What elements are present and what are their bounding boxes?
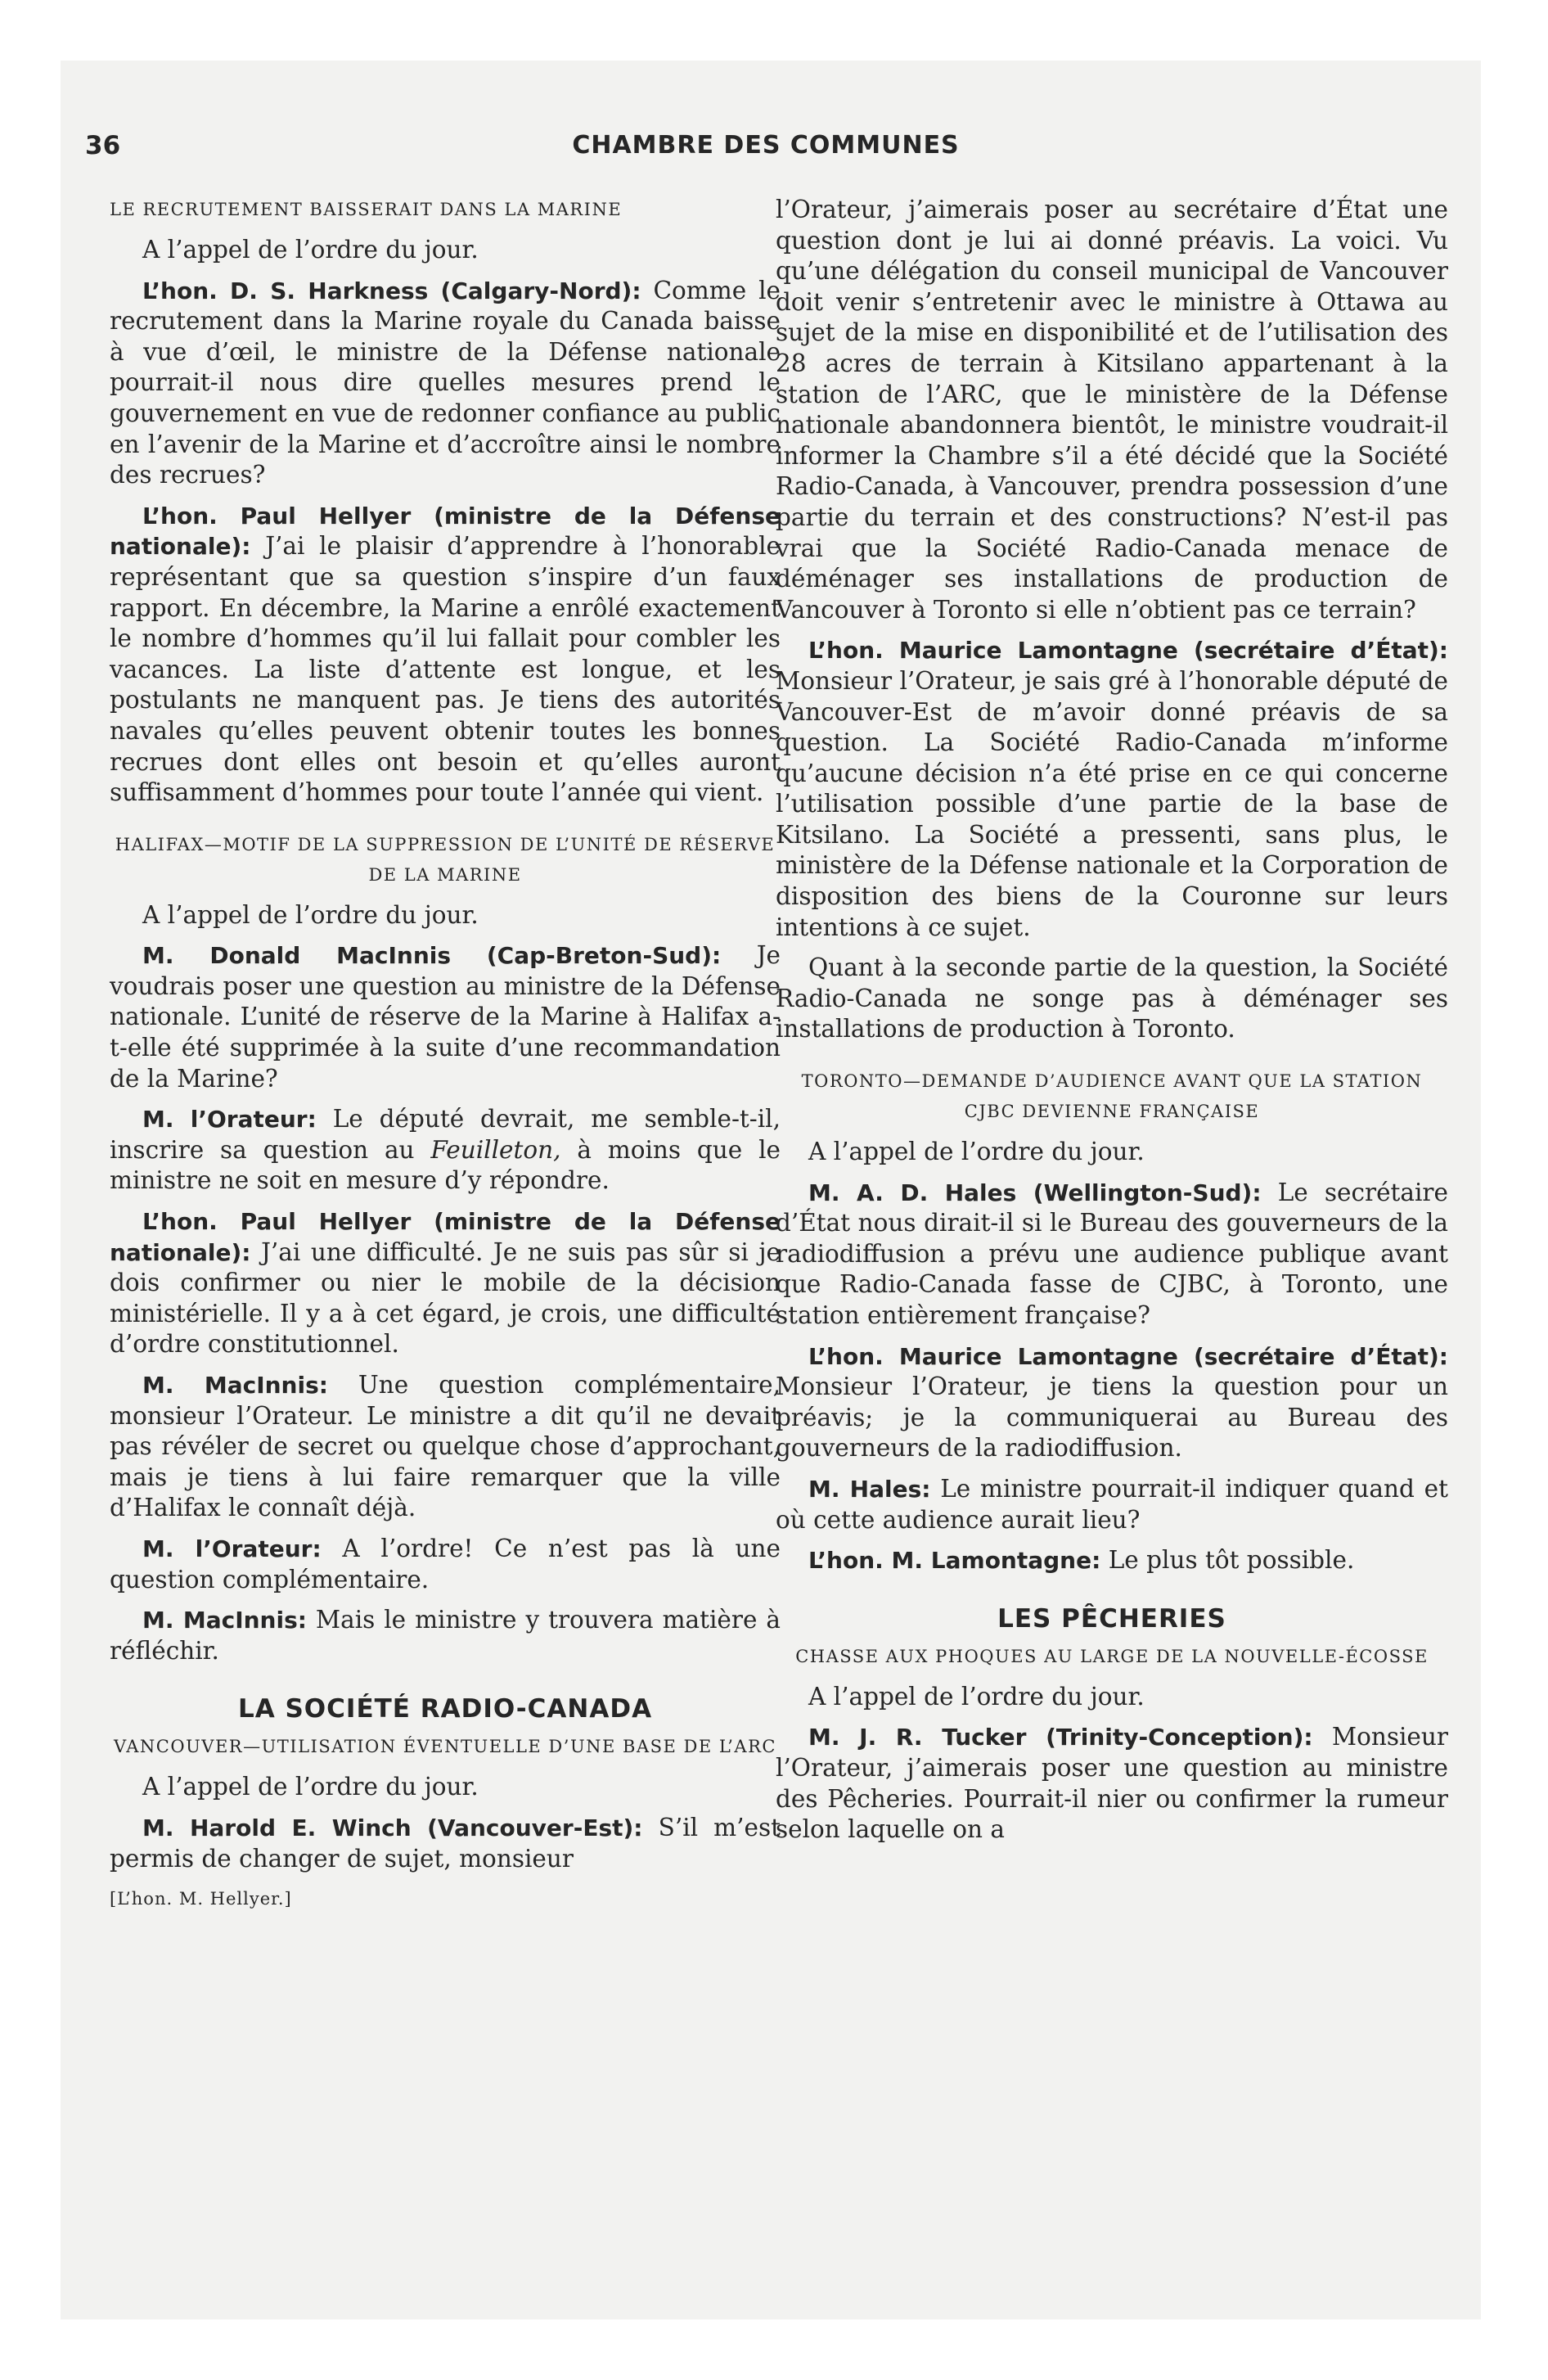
speech-text: Le secrétaire d’État nous dirait-il si le Bureau des gouverneurs de la radiodiffusion a prévu une audience publique avant que Radio-Canada fasse de CJBC, à Toronto, une station entièrement française? <box>776 1178 1448 1329</box>
continuation-note: [L’hon. M. Hellyer.] <box>110 1889 292 1909</box>
paragraph: A l’appel de l’ordre du jour. <box>808 1682 1145 1711</box>
speech-macinnis <box>110 1605 781 1666</box>
speaker-name: L’hon. Paul Hellyer (ministre de la Défense nationale): <box>110 1208 781 1266</box>
speaker-name: M. Harold E. Winch (Vancouver-Est): <box>142 1814 643 1841</box>
speech-text: Je voudrais poser une question au ministre de la Défense nationale. L’unité de réserve de la Marine à Halifax a-t-elle été supprimée à la suite d’une recommandation de la Marine? <box>110 941 781 1093</box>
left-column <box>110 195 781 1925</box>
speech-text: J’ai une difficulté. Je ne suis pas sûr si je dois confirmer ou nier le mobile de la décision ministérielle. Il y a à cet égard, je crois, une difficulté d’ordre constitutionnel. <box>110 1237 781 1359</box>
speaker-name: M. l’Orateur: <box>142 1535 322 1562</box>
speech-text: Le plus tôt possible. <box>1108 1546 1355 1575</box>
speech-harkness <box>110 276 781 491</box>
speaker-name: L’hon. Paul Hellyer (ministre de la Défense nationale): <box>110 502 781 561</box>
page-number: 36 <box>85 131 121 160</box>
speech-hellyer <box>110 1206 781 1360</box>
right-column <box>776 195 1448 1855</box>
speech-text: à moins que le ministre ne soit en mesure d’y répondre. <box>110 1135 781 1195</box>
speech-text: Monsieur l’Orateur, je sais gré à l’honorable député de Vancouver-Est de m’avoir donné préavis de sa question. La Société Radio-Canada m’informe qu’aucune décision n’a été prise en ce qui concerne l’utilisation possible d’une partie de la base de Kitsilano. La Société a pressenti, sans plus, le ministère de la Défense nationale et la Corporation de disposition des biens de la Couronne sur leurs intentions à ce sujet. <box>776 666 1448 941</box>
speaker-name: M. MacInnis: <box>142 1372 328 1399</box>
speech-text: Monsieur l’Orateur, je tiens la question pour un préavis; je la communiquerai au Bureau des gouverneurs de la radiodiffusion. <box>776 1373 1448 1463</box>
speech-tucker <box>776 1722 1448 1845</box>
speech-text: Comme le recrutement dans la Marine royale du Canada baisse à vue d’œil, le ministre de la Défense nationale pourrait-il nous dire quelles mesures prend le gouvernement en vue de redonner confiance au public en l’avenir de la Marine et d’accroître ainsi le nombre des recrues? <box>110 276 781 489</box>
speech-orateur <box>110 1534 781 1595</box>
speech-hales <box>776 1178 1448 1332</box>
paragraph: A l’appel de l’ordre du jour. <box>142 236 479 264</box>
speaker-name: M. J. R. Tucker (Trinity-Conception): <box>808 1724 1313 1751</box>
speaker-name: L’hon. Maurice Lamontagne (secrétaire d’État): <box>808 1342 1448 1370</box>
subheading-halifax: HALIFAX—MOTIF DE LA SUPPRESSION DE L’UNITÉ DE RÉSERVE DE LA MARINE <box>115 834 776 885</box>
speech-text: Monsieur l’Orateur, j’aimerais poser une question au ministre des Pêcheries. Pourrait-il nier ou confirmer la rumeur selon laquelle on a <box>776 1723 1448 1844</box>
section-heading: LA SOCIÉTÉ RADIO-CANADA <box>237 1694 653 1724</box>
paragraph: Quant à la seconde partie de la question, la Société Radio-Canada ne songe pas à déménager ses installations de production à Toronto. <box>776 953 1448 1044</box>
speech-orateur <box>110 1104 781 1197</box>
speech-text: Une question complémentaire, monsieur l’Orateur. Le ministre a dit qu’il ne devait pas révéler de secret ou quelque chose d’approchant, mais je tiens à lui faire remarquer que la ville d’Halifax le connaît déjà. <box>110 1371 781 1522</box>
speech-lamontagne <box>776 635 1448 943</box>
speech-hellyer <box>110 501 781 809</box>
running-head: CHAMBRE DES COMMUNES <box>572 131 960 160</box>
subheading-vancouver: VANCOUVER—UTILISATION ÉVENTUELLE D’UNE BASE DE L’ARC <box>114 1737 776 1757</box>
speaker-name: L’hon. M. Lamontagne: <box>808 1547 1101 1575</box>
speech-text: Mais le ministre y trouvera matière à réfléchir. <box>110 1606 781 1665</box>
speech-text: S’il m’est permis de changer de sujet, monsieur <box>110 1813 781 1873</box>
paragraph-continued: l’Orateur, j’aimerais poser au secrétaire d’État une question dont je lui ai donné préavis. La voici. Vu qu’une délégation du conseil municipal de Vancouver doit venir s’entretenir avec le ministre à Ottawa au sujet de la mise en disponibilité et de l’utilisation des 28 acres de terrain à Kitsilano appartenant à la station de l’ARC, que le ministère de la Défense nationale abandonnera bientôt, le ministre voudrait-il informer la Chambre s’il a été décidé que la Société Radio-Canada, à Vancouver, prendra possession d’une partie du terrain et des constructions? N’est-il pas vrai que la Société Radio-Canada menace de déménager ses installations de production de Vancouver à Toronto si elle n’obtient pas ce terrain? <box>776 196 1448 624</box>
speaker-name: M. MacInnis: <box>142 1607 307 1634</box>
subheading-recruitment: LE RECRUTEMENT BAISSERAIT DANS LA MARINE <box>110 200 623 219</box>
speaker-name: L’hon. D. S. Harkness (Calgary-Nord): <box>142 277 641 304</box>
speech-hales <box>776 1474 1448 1535</box>
speech-lamontagne <box>776 1545 1448 1576</box>
speaker-name: M. Hales: <box>808 1475 931 1503</box>
speech-text: Le député devrait, me semble-t-il, inscrire sa question au <box>110 1105 781 1164</box>
speaker-name: M. Donald MacInnis (Cap-Breton-Sud): <box>142 942 722 970</box>
speech-text: Le ministre pourrait-il indiquer quand et où cette audience aurait lieu? <box>776 1474 1448 1534</box>
page-header <box>85 131 1447 167</box>
subheading-seal-hunt: CHASSE AUX PHOQUES AU LARGE DE LA NOUVELLE-ÉCOSSE <box>795 1646 1429 1666</box>
speech-macinnis <box>110 1370 781 1524</box>
subheading-toronto: TORONTO—DEMANDE D’AUDIENCE AVANT QUE LA STATION CJBC DEVIENNE FRANÇAISE <box>801 1071 1423 1122</box>
paragraph: A l’appel de l’ordre du jour. <box>142 1773 479 1801</box>
speech-text: A l’ordre! Ce n’est pas là une question complémentaire. <box>110 1534 781 1593</box>
section-heading: LES PÊCHERIES <box>997 1603 1226 1634</box>
paragraph: A l’appel de l’ordre du jour. <box>808 1138 1145 1166</box>
italic-text: Feuilleton, <box>430 1135 561 1164</box>
speech-winch <box>110 1813 781 1874</box>
speaker-name: M. A. D. Hales (Wellington-Sud): <box>808 1179 1262 1206</box>
paragraph: A l’appel de l’ordre du jour. <box>142 900 479 929</box>
speech-text: J’ai le plaisir d’apprendre à l’honorable représentant que sa question s’inspire d’un faux rapport. En décembre, la Marine a enrôlé exactement le nombre d’hommes qu’il lui fallait pour combler les vacances. La liste d’attente est longue, et les postulants ne manquent pas. Je tiens des autorités navales qu’elles peuvent obtenir toutes les bonnes recrues dont elles ont besoin et qu’elles auront suffisamment d’hommes pour toute l’année qui vient. <box>110 532 781 807</box>
speaker-name: M. l’Orateur: <box>142 1106 317 1134</box>
speech-lamontagne <box>776 1341 1448 1464</box>
speaker-name: L’hon. Maurice Lamontagne (secrétaire d’État): <box>808 637 1448 665</box>
speech-macinnis <box>110 940 781 1094</box>
